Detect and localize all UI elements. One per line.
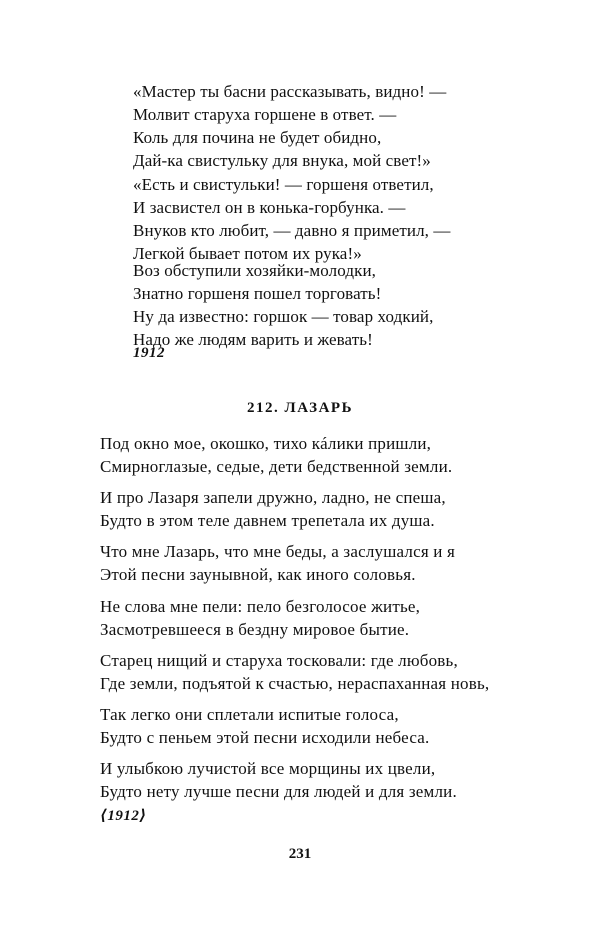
page-number: 231 [288, 846, 312, 862]
verse-line: Будто в этом теле давнем трепетала их душа. [100, 511, 435, 530]
verse-line: Коль для почина не будет обидно, [133, 128, 382, 147]
verse-line: И про Лазаря запели дружно, ладно, не спеша, [100, 488, 446, 507]
poem-title: 212. ЛАЗАРЬ [247, 400, 353, 416]
verse-line: Смирноглазые, седые, дети бедственной земли. [100, 457, 453, 476]
stanza [100, 540, 455, 586]
verse-line: Засмотревшееся в бездну мировое бытие. [100, 620, 410, 639]
verse-line: Будто с пеньем этой песни исходили небеса. [100, 728, 430, 747]
verse-line: Внуков кто любит, — давно я приметил, — [133, 221, 451, 240]
verse-line: Старец нищий и старуха тосковали: где любовь, [100, 651, 458, 670]
verse-line: Дай-ка свистульку для внука, мой свет!» [133, 151, 431, 170]
verse-line: Будто нету лучше песни для людей и для земли. [100, 782, 457, 801]
verse-line: Под окно мое, окошко, тихо кáлики пришли, [100, 434, 432, 453]
verse-line: Воз обступили хозяйки-молодки, [133, 261, 377, 280]
stanza [133, 80, 446, 172]
verse-line: Молвит старуха горшене в ответ. — [133, 105, 397, 124]
stanza [100, 649, 489, 695]
poem-date: ⟨1912⟩ [100, 808, 147, 824]
verse-line: Знатно горшеня пошел торговать! [133, 284, 382, 303]
verse-line: И засвистел он в конька-горбунка. — [133, 198, 406, 217]
stanza [100, 595, 420, 641]
verse-line: Где земли, подъятой к счастью, нераспаханная новь, [100, 674, 490, 693]
verse-line: Так легко они сплетали испитые голоса, [100, 705, 399, 724]
verse-line: Что мне Лазарь, что мне беды, а заслушался и я [100, 542, 456, 561]
verse-line: Легкой бывает потом их рука!» [133, 244, 362, 263]
verse-line: Этой песни заунывной, как иного соловья. [100, 565, 416, 584]
verse-line: Не слова мне пели: пело безголосое житье, [100, 597, 421, 616]
stanza [100, 486, 446, 532]
verse-line: «Мастер ты басни рассказывать, видно! — [133, 82, 447, 101]
stanza [100, 757, 457, 803]
stanza [100, 432, 452, 478]
stanza [100, 703, 429, 749]
verse-line: И улыбкою лучистой все морщины их цвели, [100, 759, 436, 778]
verse-line: Ну да известно: горшок — товар ходкий, [133, 307, 434, 326]
stanza [133, 259, 433, 351]
verse-line: «Есть и свистульки! — горшеня ответил, [133, 175, 434, 194]
verse-line: Надо же людям варить и жевать! [133, 330, 373, 349]
stanza [133, 173, 450, 265]
poem-date: 1912 [133, 345, 165, 361]
